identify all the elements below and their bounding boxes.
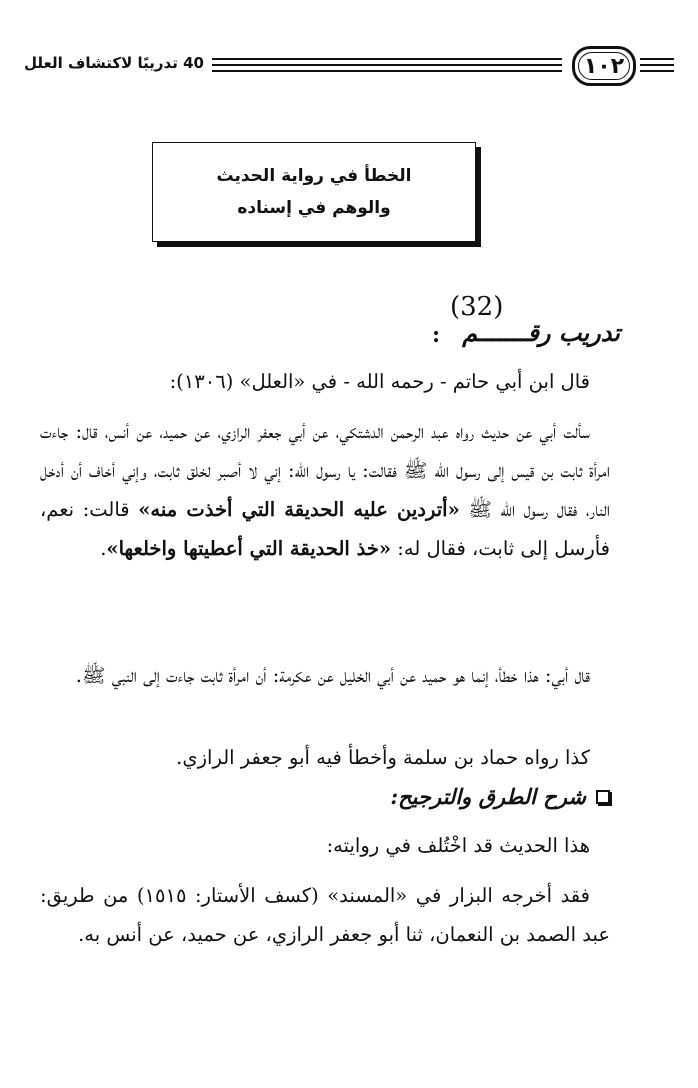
hadith-text-end: . xyxy=(100,537,107,560)
chapter-title-line-2: والوهم في إسناده xyxy=(237,198,391,218)
intro-paragraph: قال ابن أبي حاتم - رحمه الله - في «العلل» (١٣٠٦): xyxy=(169,370,590,393)
chapter-title-line-1: الخطأ في رواية الحديث xyxy=(216,166,412,186)
section-heading-text: شرح الطرق والترجيح: xyxy=(390,784,586,809)
exercise-colon: : xyxy=(432,322,441,348)
header-rule-right xyxy=(640,58,674,72)
chapter-title-box xyxy=(152,142,476,242)
hadith-paragraph xyxy=(40,412,610,568)
section-heading xyxy=(390,784,610,809)
exercise-number: (32) xyxy=(450,292,504,322)
square-bullet-icon xyxy=(596,790,610,804)
father-answer-paragraph: قال أبي: هذا خطأ، إنما هو حميد عن أبي الخليل عن عكرمة: أن امرأة ثابت جاءت إلى النبي ﷺ. xyxy=(75,664,590,687)
hadith-quote-2: «خذ الحديقة التي أعطيتها واخلعها» xyxy=(106,537,392,560)
header-rule-left xyxy=(212,58,562,72)
page-header xyxy=(24,42,674,92)
exercise-heading xyxy=(420,292,620,362)
narrated-paragraph: كذا رواه حماد بن سلمة وأخطأ فيه أبو جعفر الرازي. xyxy=(176,746,590,769)
page-number xyxy=(572,46,636,86)
exercise-label: تدريب رقـــــــم xyxy=(462,318,620,347)
differed-paragraph: هذا الحديث قد اخْتُلف في روايته: xyxy=(326,834,590,857)
hadith-quote-1: «أتردين عليه الحديقة التي أخذت منه» xyxy=(138,498,460,521)
hadith-text-2: قالت: نعم، فأرسل إلى ثابت، فقال له: xyxy=(40,498,610,560)
bazzar-paragraph: فقد أخرجه البزار في «المسند» (كسف الأستار: ١٥١٥) من طريق: عبد الصمد بن النعمان، ثنا أبو جعفر الرازي، عن حميد، عن أنس به. xyxy=(40,884,610,946)
book-title: 40 تدريبًا لاكتشاف العلل xyxy=(24,54,204,72)
hadith-text-1: سألت أبي عن حديث رواه عبد الرحمن الدشتكي، عن أبي جعفر الرازي، عن حميد، عن أنس، قال: جاءت امرأة ثابت بن قيس إلى رسول الله ﷺ فقالت: يا رسول الله: إني لا أصبر لخلق ثابت، وإني أخاف أن أدخل النار، فقال رسول الله ﷺ xyxy=(40,420,610,521)
page-number-text: ١٠٢ xyxy=(583,53,625,79)
